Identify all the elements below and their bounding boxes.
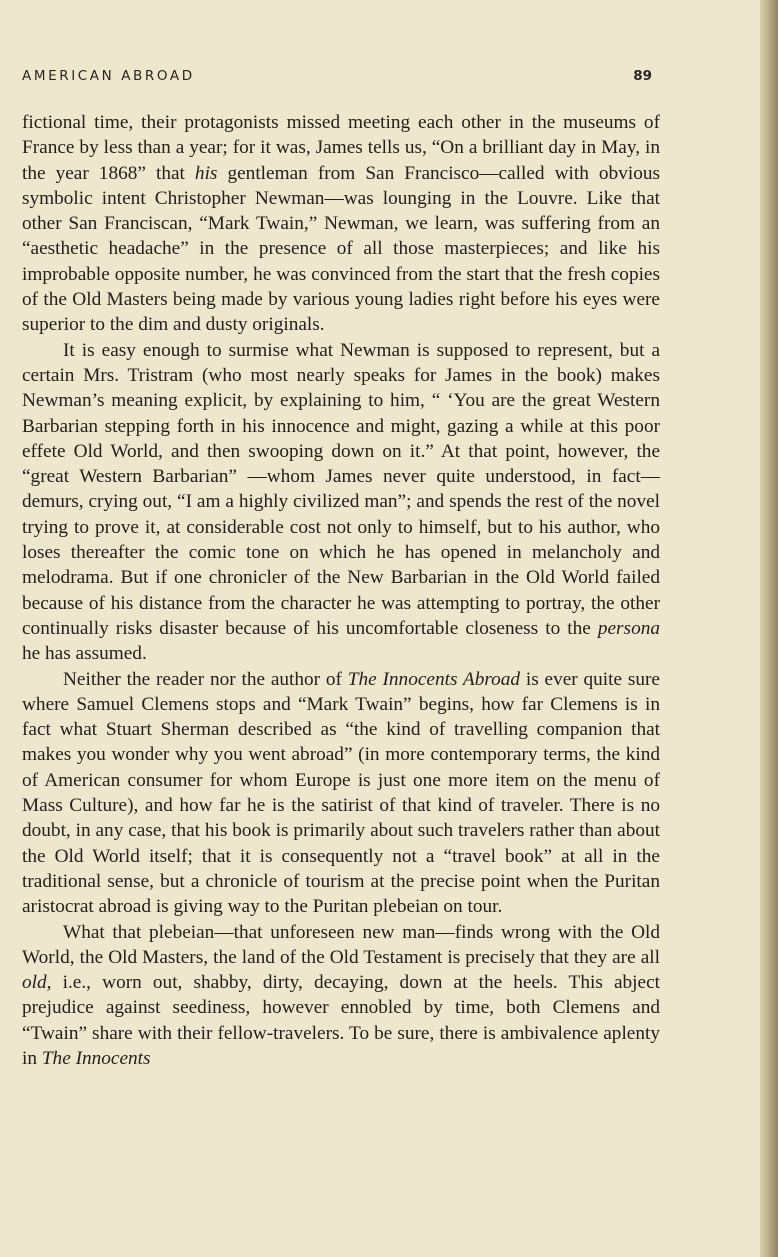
paragraph-2	[22, 338, 660, 667]
running-head-title: AMERICAN ABROAD	[22, 68, 195, 84]
italic-text-run: his	[194, 162, 218, 184]
page-number: 89	[633, 68, 652, 84]
italic-text-run: The Innocents	[41, 1047, 151, 1069]
paragraph-4	[22, 920, 660, 1072]
text-run: What that plebeian—that unforeseen new man—finds wrong with the Old World, the Old Masters, the land of the Old Testament is precisely that they are all	[22, 921, 660, 968]
body-text	[22, 110, 660, 1071]
text-run: It is easy enough to surmise what Newman is supposed to represent, but a certain Mrs. Tristram (who most nearly speaks for James in the book) makes Newman’s meaning explicit, by explaining to him, “ ‘You are the great Western Barbarian stepping forth in his innocence and might, gazing a while at this poor effete Old World, and then swooping down on it.” At that point, however, the “great Western Barbarian” —whom James never quite understood, in fact—demurs, crying out, “I am a highly civilized man”; and spends the rest of the novel trying to prove it, at considerable cost not only to himself, but to his author, who loses thereafter the comic tone on which he has opened in melancholy and melodrama. But if one chronicler of the New Barbarian in the Old World failed because of his distance from the character he was attempting to portray, the other continually risks disaster because of his uncomfortable closeness to the	[22, 339, 660, 639]
text-run: is ever quite sure where Samuel Clemens stops and “Mark Twain” begins, how far Clemens is in fact what Stuart Sherman described as “the kind of travelling companion that makes you wonder why you went abroad” (in more contemporary terms, the kind of American consumer for whom Europe is just one more item on the menu of Mass Culture), and how far he is the satirist of that kind of traveler. There is no doubt, in any case, that his book is primarily about such travelers rather than about the Old World itself; that it is consequently not a “travel book” at all in the traditional sense, but a chronicle of tourism at the precise point when the Puritan aristocrat abroad is giving way to the Puritan plebeian on tour.	[22, 668, 660, 918]
page-gutter-shadow	[760, 0, 778, 1257]
text-run: i.e., worn out, shabby, dirty, decaying, down at the heels. This abject prejudice against seediness, however ennobled by time, both Clemens and “Twain” share with their fellow-travelers. To be sure, there is ambivalence aplenty in	[22, 972, 660, 1069]
paragraph-1	[22, 110, 660, 338]
italic-text-run: old,	[22, 972, 52, 994]
italic-text-run: The Innocents Abroad	[347, 668, 521, 690]
text-run: Neither the reader nor the author of	[63, 668, 348, 690]
text-run: gentleman from San Francisco—called with obvious symbolic intent Christopher Newman—was lounging in the Louvre. Like that other San Franciscan, “Mark Twain,” Newman, we learn, was suffering from an “aesthetic headache” in the presence of all those masterpieces; and like his improbable opposite number, he was convinced from the start that the fresh copies of the Old Masters being made by various young ladies right before his eyes were superior to the dim and dusty originals.	[22, 162, 660, 336]
paragraph-3	[22, 667, 660, 920]
italic-text-run: persona	[597, 617, 660, 639]
text-run: fictional time, their protagonists missed meeting each other in the museums of France by less than a year; for it was, James tells us, “On a brilliant day in May, in the year 1868” that	[22, 112, 660, 184]
text-run: he has assumed.	[22, 643, 147, 665]
running-head	[22, 68, 652, 88]
